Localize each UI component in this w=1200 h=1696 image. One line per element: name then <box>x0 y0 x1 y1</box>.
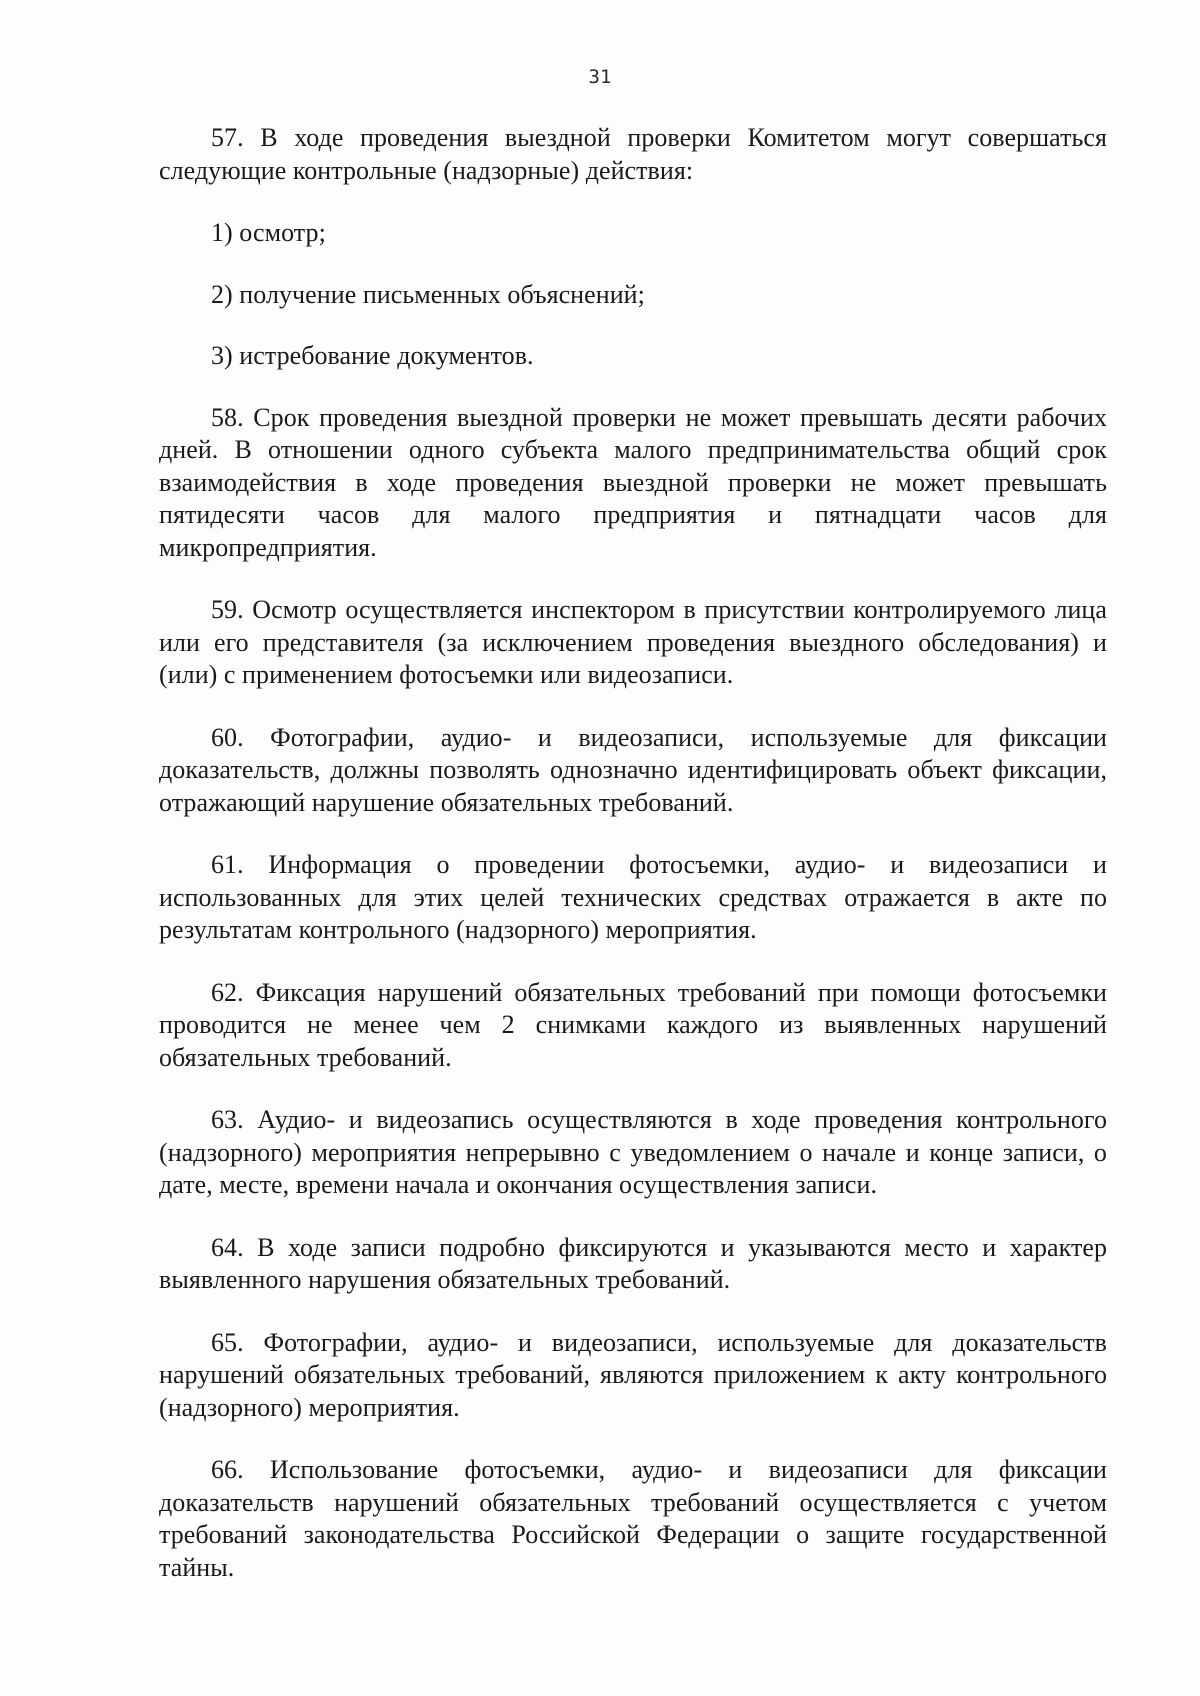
paragraph-65: 65. Фотографии, аудио- и видеозаписи, используемые для доказательств нарушений обязательных требований, являются приложением к акту контрольного (надзорного) мероприятия. <box>159 1327 1107 1422</box>
paragraph-64: 64. В ходе записи подробно фиксируются и указываются место и характер выявленного нарушения обязательных требований. <box>159 1232 1107 1294</box>
paragraph-66: 66. Использование фотосъемки, аудио- и видеозаписи для фиксации доказательств нарушений обязательных требований осуществляется с учетом требований законодательства Российской Федерации о защите государственной тайны. <box>159 1455 1107 1582</box>
paragraph-58: 58. Срок проведения выездной проверки не может превышать десяти рабочих дней. В отношении одного субъекта малого предпринимательства общий срок взаимодействия в ходе проведения выездной проверки не может превышать пятидесяти часов для малого предприятия и пятнадцати часов для микропредприятия. <box>159 402 1107 562</box>
paragraph-61: 61. Информация о проведении фотосъемки, аудио- и видеозаписи и использованных для этих целей технических средствах отражается в акте по результатам контрольного (надзорного) мероприятия. <box>159 850 1107 944</box>
paragraph-59: 59. Осмотр осуществляется инспектором в присутствии контролируемого лица или его представителя (за исключением проведения выездного обследования) и (или) с применением фотосъемки или видеозаписи. <box>159 595 1107 689</box>
list-item-2: 2) получение письменных объяснений; <box>211 279 645 309</box>
paragraph-63: 63. Аудио- и видеозапись осуществляются в ходе проведения контрольного (надзорного) мероприятия непрерывно с уведомлением о начале и конце записи, о дате, месте, времени начала и окончания осуществления записи. <box>159 1105 1107 1199</box>
paragraph-57: 57. В ходе проведения выездной проверки Комитетом могут совершаться следующие контрольные (надзорные) действия: <box>159 123 1107 185</box>
paragraph-60: 60. Фотографии, аудио- и видеозаписи, используемые для фиксации доказательств, должны позволять однозначно идентифицировать объект фиксации, отражающий нарушение обязательных требований. <box>159 722 1107 817</box>
page-number: 31 <box>588 66 612 88</box>
paragraph-62: 62. Фиксация нарушений обязательных требований при помощи фотосъемки проводится не менее чем 2 снимками каждого из выявленных нарушений обязательных требований. <box>159 977 1107 1072</box>
list-item-1: 1) осмотр; <box>211 218 326 247</box>
document-body <box>159 122 1107 1614</box>
list-item-3: 3) истребование документов. <box>211 341 534 370</box>
